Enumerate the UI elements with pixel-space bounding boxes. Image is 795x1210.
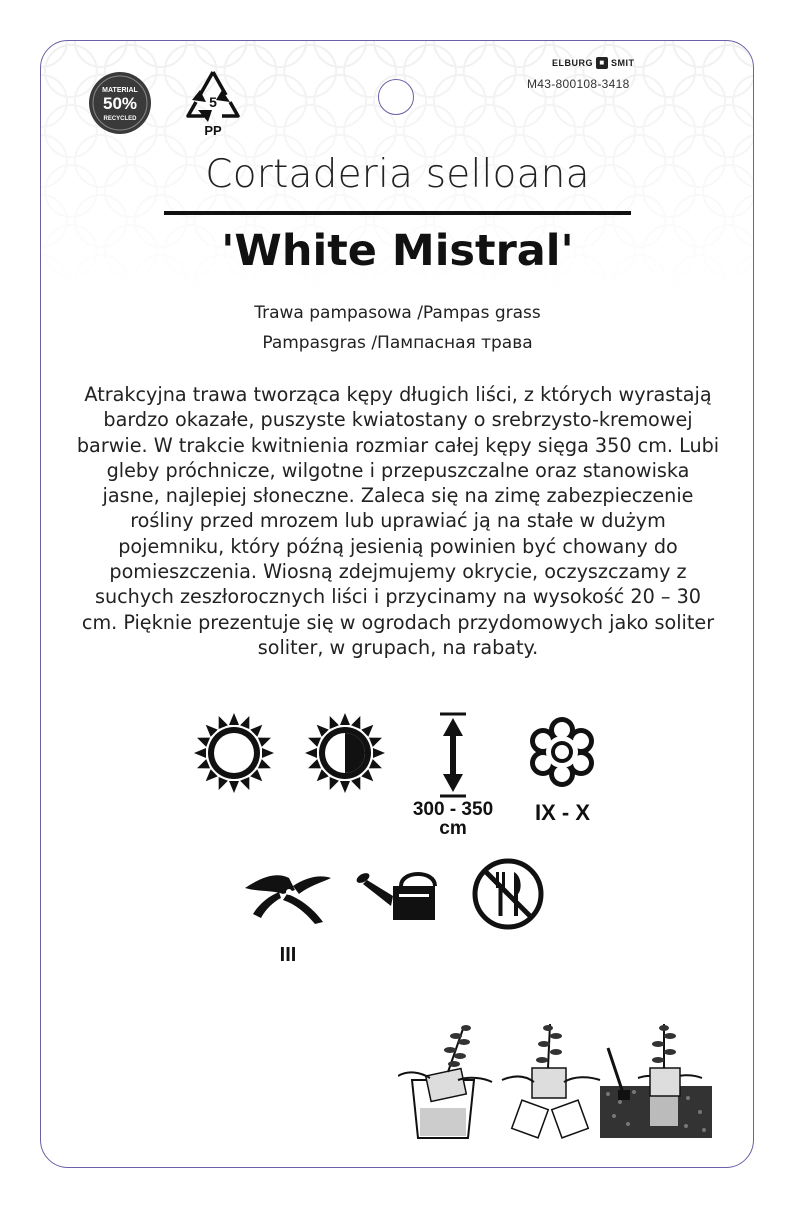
planting-steps-illustration [398,1020,716,1142]
cultivar-name: 'White Mistral' [221,226,574,276]
product-code: M43-800108-3418 [527,77,630,91]
description-line: pojemniku, który późną jesienią powinien być chowany do [118,534,678,558]
description-line: suchych zeszłorocznych liści i przycinamy na wysokość 20 – 30 [94,585,702,609]
half-shade-icon [304,712,386,794]
description-line: rośliny przed mrozem lub uprawiać ją na stałe w dużym [130,509,666,533]
badge-material-text: MATERIAL [102,87,138,94]
latin-name: Cortaderia selloana [205,152,590,197]
hanging-hole [378,79,414,115]
description-line: pomieszczenia. Wiosną zdejmujemy okrycie, oczyszczamy z [109,560,687,584]
recycle-pp-icon [182,66,244,138]
description-line: soliter, w grupach, na rabaty. [257,635,539,659]
planting-step-3 [600,1024,712,1138]
description [68,382,728,660]
full-sun-icon [193,712,275,794]
recycle-number: 5 [209,94,217,110]
description-line: barwie. W trakcie kwitnienia rozmiar całej kępy sięga 350 cm. Lubi [76,433,720,457]
bloom-months: IX - X [534,800,590,825]
planting-step-1 [398,1025,492,1138]
brand-name-2: SMIT [611,58,635,68]
brand-logo [552,57,635,69]
brand-name: ELBURG [552,58,593,68]
prune-month: III [279,944,297,966]
recycle-code: PP [204,123,222,138]
common-name-line-2: Pampasgras /Пампасная трава [262,333,533,353]
not-edible-icon [470,856,546,932]
flower-icon [524,714,600,790]
description-line: gleby próchnicze, wilgotne i przepuszczalne oraz stanowiska [106,458,690,482]
recycled-material-badge [87,70,153,136]
title-divider [164,211,631,215]
height-arrow-icon [436,712,470,798]
planting-step-2 [502,1024,600,1138]
description-line: jasne, najlepiej słoneczne. Zaleca się na zimę zabezpieczenie [102,484,694,508]
description-line: Atrakcyjna trawa tworząca kępy długich liści, z których wyrastają [84,383,712,406]
badge-recycled-text: RECYCLED [103,116,137,122]
height-range: 300 - 350 [412,799,494,820]
description-line: bardzo okazałe, puszyste kwiatostany o srebrzysto-kremowej [103,408,693,432]
height-unit: cm [439,818,467,839]
height-value [393,800,513,838]
brand-mark-icon: ■ [596,57,608,69]
common-name-line-1: Trawa pampasowa /Pampas grass [254,303,541,323]
watering-can-icon [355,866,441,924]
description-line: cm. Pięknie prezentuje się w ogrodach przydomowych jako soliter [81,610,715,634]
badge-percent-text: 50% [102,94,138,113]
pruning-shears-icon [243,868,333,926]
